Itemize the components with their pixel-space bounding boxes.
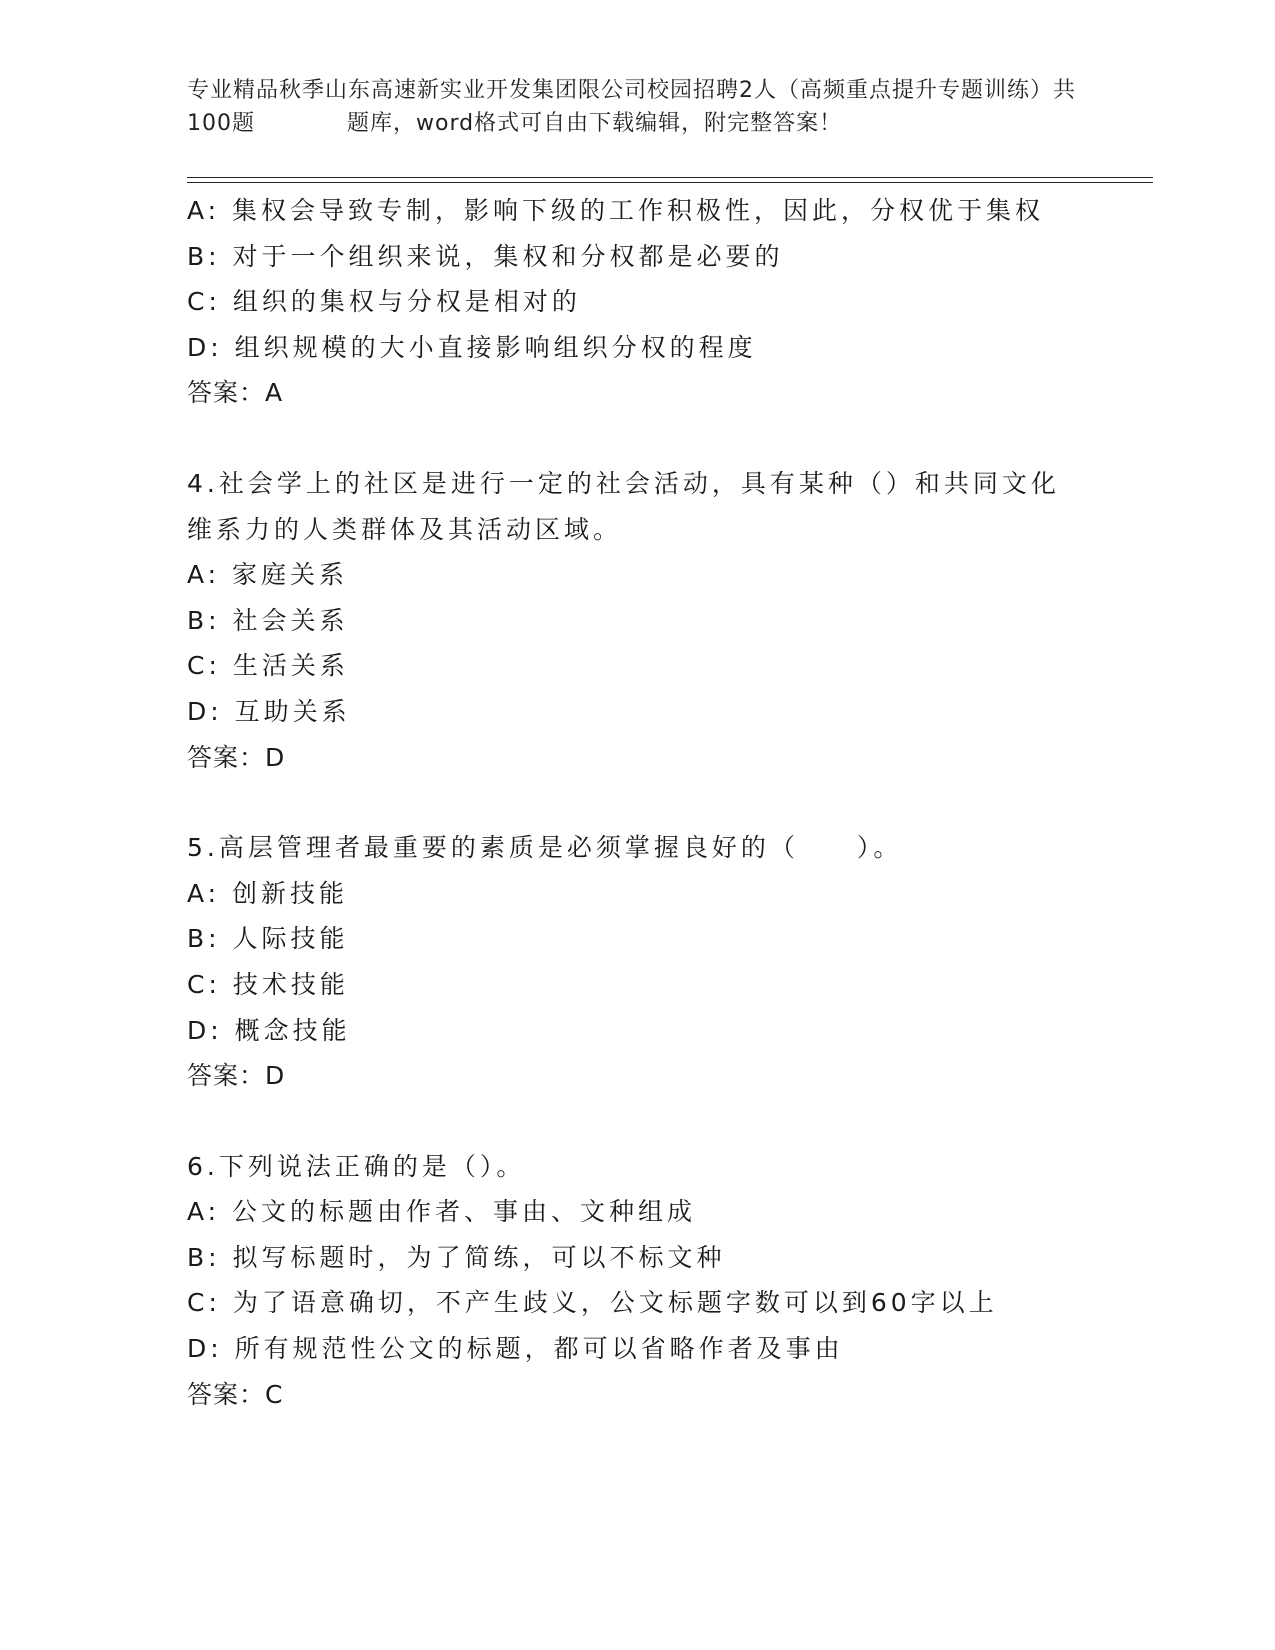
header-divider-bottom	[187, 182, 1153, 183]
option-b: B: 人际技能	[187, 924, 349, 954]
question-text-line-1: 4.社会学上的社区是进行一定的社会活动，具有某种（）和共同文化	[187, 468, 1060, 498]
question-list	[187, 188, 1127, 1417]
option-d: D: 概念技能	[187, 1015, 351, 1045]
answer-line: 答案：D	[187, 742, 286, 772]
question-5	[187, 825, 1127, 1099]
option-a: A: 公文的标题由作者、事由、文种组成	[187, 1197, 697, 1227]
option-c: C: 组织的集权与分权是相对的	[187, 287, 581, 317]
question-text: 6.下列说法正确的是（）。	[187, 1151, 526, 1181]
option-a: A: 集权会导致专制，影响下级的工作积极性，因此，分权优于集权	[187, 196, 1045, 225]
option-a: A: 家庭关系	[187, 560, 349, 590]
question-text-line-2: 维系力的人类群体及其活动区域。	[187, 514, 623, 544]
document-title: 专业精品秋季山东高速新实业开发集团限公司校园招聘2人（高频重点提升专题训练）共100题 题库，word格式可自由下载编辑，附完整答案！	[187, 78, 1076, 136]
spacer	[187, 416, 1127, 461]
option-c: C: 为了语意确切，不产生歧义，公文标题字数可以到60字以上	[187, 1288, 998, 1318]
option-c: C: 生活关系	[187, 651, 349, 681]
page-header	[187, 74, 1087, 140]
spacer	[187, 780, 1127, 825]
question-4	[187, 461, 1127, 780]
option-b: B: 对于一个组织来说，集权和分权都是必要的	[187, 241, 784, 271]
question-6	[187, 1144, 1127, 1418]
option-b: B: 拟写标题时，为了简练，可以不标文种	[187, 1242, 726, 1272]
question-text: 5.高层管理者最重要的素质是必须掌握良好的（ ）。	[187, 833, 903, 863]
option-d: D: 互助关系	[187, 696, 351, 726]
answer-line: 答案：D	[187, 1061, 286, 1091]
option-d: D: 所有规范性公文的标题，都可以省略作者及事由	[187, 1334, 844, 1364]
spacer	[187, 1099, 1127, 1144]
header-divider-top	[187, 177, 1153, 178]
answer-line: 答案：A	[187, 378, 284, 408]
answer-line: 答案：C	[187, 1379, 284, 1409]
option-a: A: 创新技能	[187, 878, 349, 908]
question-3	[187, 188, 1127, 416]
option-b: B: 社会关系	[187, 605, 349, 635]
option-c: C: 技术技能	[187, 969, 349, 999]
option-d: D: 组织规模的大小直接影响组织分权的程度	[187, 332, 757, 362]
